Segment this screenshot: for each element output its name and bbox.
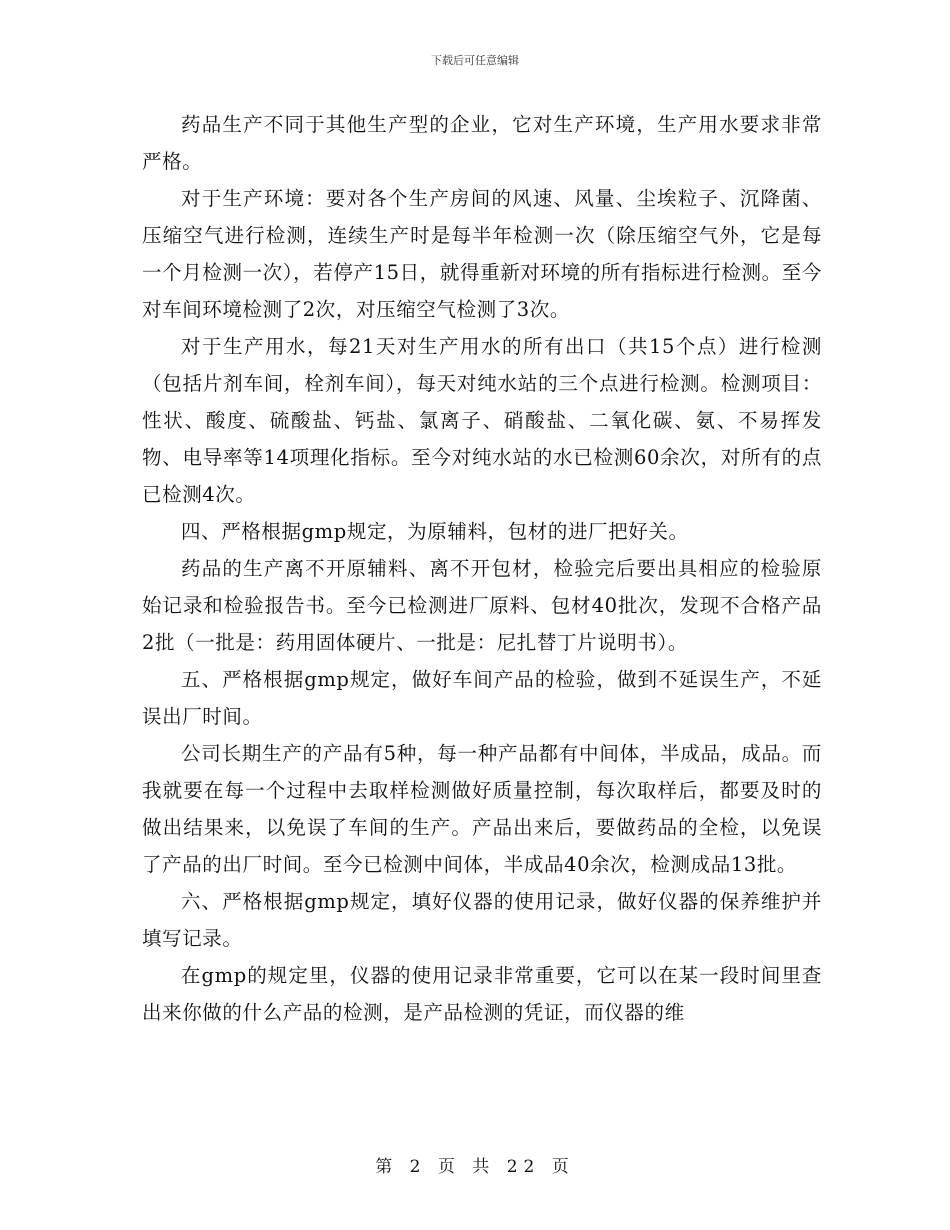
section-heading-4: 四、严格根据gmp规定，为原辅料，包材的进厂把好关。 (181, 520, 689, 543)
paragraph-intro: 药品生产不同于其他生产型的企业，它对生产环境，生产用水要求非常严格。 (142, 113, 822, 173)
section-heading-6: 六、严格根据gmp规定，填好仪器的使用记录，做好仪器的保养维护并填写记录。 (142, 890, 822, 950)
section-heading-5: 五、严格根据gmp规定，做好车间产品的检验，做到不延误生产，不延误出厂时间。 (142, 668, 822, 728)
paragraph-products: 公司长期生产的产品有5种，每一种产品都有中间体，半成品，成品。而我就要在每一个过程中去取样检测做好质量控制，每次取样后，都要及时的做出结果来，以免误了车间的生产。产品出来后，要做药品的全检，以免误了产品的出厂时间。至今已检测中间体，半成品40余次，检测成品13批。 (142, 742, 822, 876)
paragraph-materials: 药品的生产离不开原辅料、离不开包材，检验完后要出具相应的检验原始记录和检验报告书。至今已检测进厂原料、包材40批次，发现不合格产品2批（一批是：药用固体硬片、一批是：尼扎替丁片说明书）。 (142, 557, 822, 654)
header-note: 下载后可任意编辑 (431, 54, 519, 67)
page-number: 第 2 页 共 22 页 (375, 1157, 575, 1177)
paragraph-instruments: 在gmp的规定里，仪器的使用记录非常重要，它可以在某一段时间里查出来你做的什么产品的检测，是产品检测的凭证，而仪器的维 (142, 964, 822, 1024)
paragraph-water: 对于生产用水，每21天对生产用水的所有出口（共15个点）进行检测（包括片剂车间，栓剂车间），每天对纯水站的三个点进行检测。检测项目：性状、酸度、硫酸盐、钙盐、氯离子、硝酸盐、二氧化碳、氨、不易挥发物、电导率等14项理化指标。至今对纯水站的水已检测60余次，对所有的点已检测4次。 (142, 335, 822, 506)
paragraph-environment: 对于生产环境：要对各个生产房间的风速、风量、尘埃粒子、沉降菌、压缩空气进行检测，连续生产时是每半年检测一次（除压缩空气外，它是每一个月检测一次），若停产15日，就得重新对环境的所有指标进行检测。至今对车间环境检测了2次，对压缩空气检测了3次。 (142, 187, 822, 321)
document-body (142, 106, 822, 1031)
